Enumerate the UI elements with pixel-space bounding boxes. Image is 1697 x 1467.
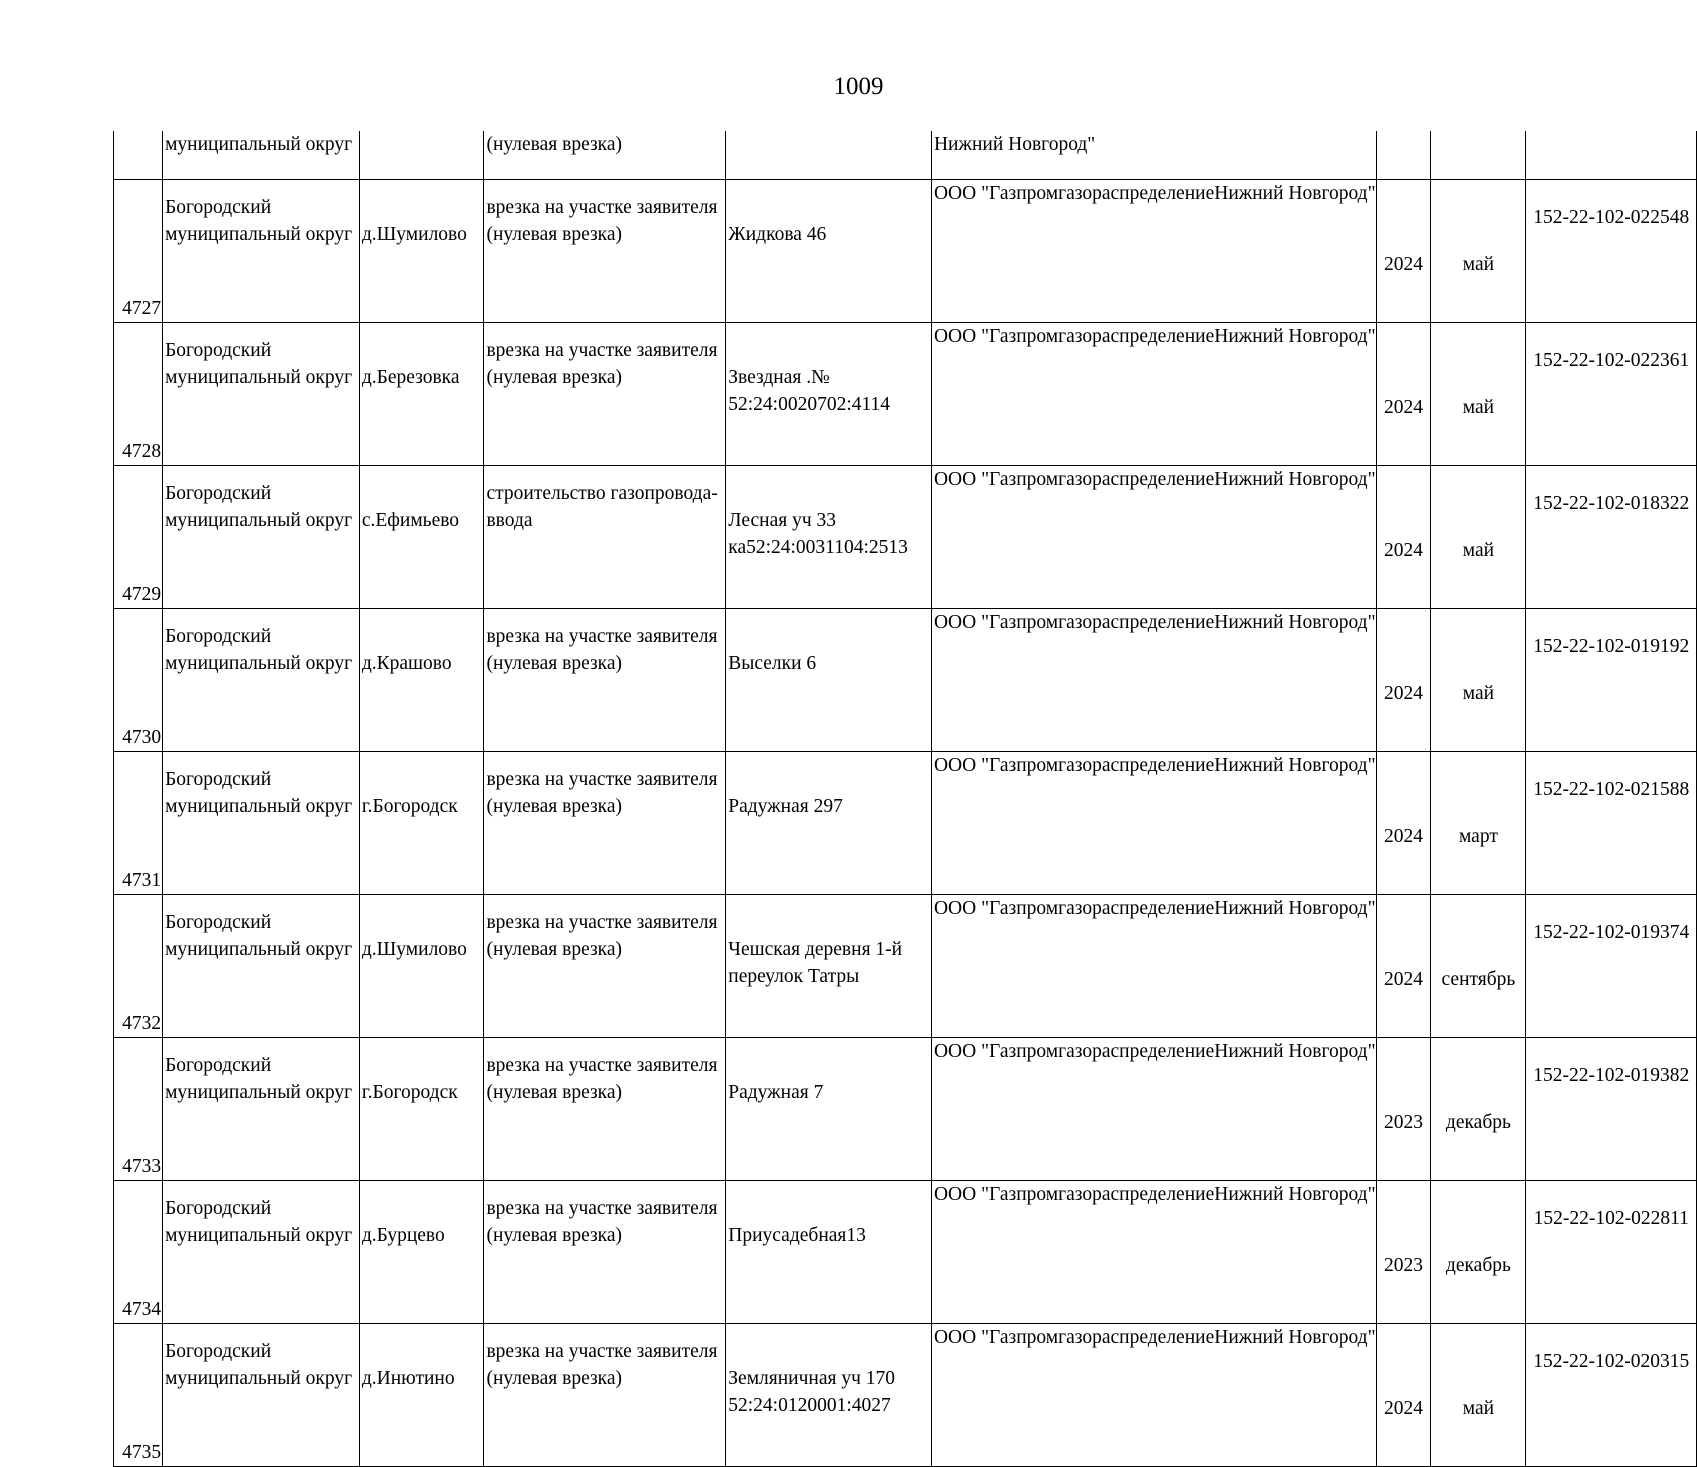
cell-settlement-text: д.Крашово <box>361 653 452 674</box>
cell-settlement <box>359 131 484 180</box>
cell-org-line: ООО "Газпром <box>933 183 1059 204</box>
cell-num-text: 4731 <box>122 870 162 891</box>
cell-address-line: Звездная .№ <box>728 367 830 388</box>
cell-num <box>114 131 163 180</box>
cell-settlement <box>359 323 484 466</box>
cell-month-text: май <box>1462 539 1495 561</box>
cell-month <box>1431 1324 1526 1467</box>
cell-year <box>1376 895 1431 1038</box>
cell-code-text: 152-22-102-021588 <box>1533 779 1690 800</box>
cell-district <box>163 1324 360 1467</box>
cell-work-line: (нулевая врезка) <box>486 367 623 388</box>
cell-work <box>484 1324 726 1467</box>
cell-org-line: Нижний Новгород" <box>1214 898 1376 919</box>
cell-address-line: переулок Татры <box>728 966 860 987</box>
cell-address <box>726 1038 932 1181</box>
cell-org-line: ООО "Газпром <box>933 1327 1059 1348</box>
cell-org-line: Нижний Новгород" <box>1214 326 1376 347</box>
cell-code-text: 152-22-102-019382 <box>1533 1065 1690 1086</box>
cell-num <box>114 609 163 752</box>
cell-month <box>1431 752 1526 895</box>
cell-org-line: ООО "Газпром <box>933 326 1059 347</box>
cell-work <box>484 609 726 752</box>
cell-work-line: врезка на участке заявителя <box>486 912 718 933</box>
table-row <box>114 1181 1697 1324</box>
cell-code <box>1526 323 1697 466</box>
cell-district-line: Богородский <box>165 483 272 504</box>
cell-year <box>1376 609 1431 752</box>
cell-code <box>1526 895 1697 1038</box>
cell-district: муниципальный округ <box>163 131 360 180</box>
cell-num-text: 4727 <box>122 298 162 319</box>
cell-org-line: ООО "Газпром <box>933 1184 1059 1205</box>
cell-org-line: ООО "Газпром <box>933 1041 1059 1062</box>
cell-work-line: (нулевая врезка) <box>486 653 623 674</box>
table-row <box>114 180 1697 323</box>
cell-month-text: декабрь <box>1445 1254 1511 1276</box>
cell-settlement-text: д.Бурцево <box>361 1225 445 1246</box>
cell-month <box>1431 609 1526 752</box>
cell-year <box>1376 752 1431 895</box>
cell-org-line: Нижний Новгород" <box>1214 1327 1376 1348</box>
cell-org <box>931 466 1376 609</box>
cell-org <box>931 1324 1376 1467</box>
cell-year-text: 2024 <box>1383 682 1423 704</box>
cell-work-line: врезка на участке заявителя <box>486 1055 718 1076</box>
cell-year <box>1376 131 1431 180</box>
cell-code-text: 152-22-102-019192 <box>1533 636 1690 657</box>
cell-num <box>114 466 163 609</box>
cell-work <box>484 323 726 466</box>
cell-district-line: муниципальный округ <box>165 939 353 960</box>
cell-org-line: газораспределение <box>1058 898 1215 919</box>
cell-num-text: 4728 <box>122 441 162 462</box>
cell-org-line: Нижний Новгород" <box>1214 612 1376 633</box>
cell-settlement <box>359 180 484 323</box>
cell-district <box>163 466 360 609</box>
cell-work <box>484 752 726 895</box>
cell-org <box>931 895 1376 1038</box>
cell-address-line: Выселки 6 <box>728 653 817 674</box>
cell-org <box>931 609 1376 752</box>
cell-code-text: 152-22-102-019374 <box>1533 922 1690 943</box>
cell-address <box>726 895 932 1038</box>
cell-settlement <box>359 1181 484 1324</box>
cell-settlement <box>359 609 484 752</box>
cell-num-text: 4733 <box>122 1156 162 1177</box>
cell-address-line: 52:24:0020702:4114 <box>728 394 891 415</box>
cell-year-text: 2024 <box>1383 968 1423 990</box>
cell-month <box>1431 131 1526 180</box>
cell-work-line: строительство газопровода- <box>486 483 718 504</box>
cell-year-text: 2023 <box>1383 1111 1423 1133</box>
cell-month <box>1431 323 1526 466</box>
cell-district <box>163 1038 360 1181</box>
cell-address-line: Радужная 297 <box>728 796 843 817</box>
cell-num-text: 4732 <box>122 1013 162 1034</box>
cell-district-line: муниципальный округ <box>165 510 353 531</box>
cell-settlement <box>359 752 484 895</box>
cell-month <box>1431 180 1526 323</box>
cell-org-line: ООО "Газпром <box>933 898 1059 919</box>
cell-work-line: врезка на участке заявителя <box>486 197 718 218</box>
cell-address-line: Чешская деревня 1-й <box>728 939 903 960</box>
cell-work-line: врезка на участке заявителя <box>486 769 718 790</box>
cell-district-line: Богородский <box>165 197 272 218</box>
table-row <box>114 323 1697 466</box>
cell-district-line: Богородский <box>165 626 272 647</box>
cell-district <box>163 895 360 1038</box>
cell-work-line: (нулевая врезка) <box>486 796 623 817</box>
cell-code-text: 152-22-102-022361 <box>1533 350 1690 371</box>
cell-org <box>931 323 1376 466</box>
cell-num <box>114 180 163 323</box>
cell-district-line: Богородский <box>165 912 272 933</box>
cell-work-line: врезка на участке заявителя <box>486 1198 718 1219</box>
cell-org <box>931 1181 1376 1324</box>
cell-month-text: май <box>1462 396 1495 418</box>
cell-org-line: Нижний Новгород" <box>1214 469 1376 490</box>
cell-num-text: 4729 <box>122 584 162 605</box>
cell-work-line: (нулевая врезка) <box>486 1082 623 1103</box>
cell-address <box>726 323 932 466</box>
cell-code <box>1526 180 1697 323</box>
cell-work <box>484 180 726 323</box>
cell-num <box>114 323 163 466</box>
cell-district-line: муниципальный округ <box>165 1225 353 1246</box>
cell-district <box>163 1181 360 1324</box>
cell-month-text: сентябрь <box>1441 968 1516 990</box>
cell-work: (нулевая врезка) <box>484 131 726 180</box>
cell-settlement-text: д.Шумилово <box>361 939 467 960</box>
cell-code <box>1526 752 1697 895</box>
cell-work-line: (нулевая врезка) <box>486 1368 623 1389</box>
cell-year-text: 2024 <box>1383 1397 1423 1419</box>
cell-district-line: муниципальный округ <box>165 1082 353 1103</box>
cell-work <box>484 1181 726 1324</box>
cell-address <box>726 180 932 323</box>
cell-org-line: газораспределение <box>1058 1184 1215 1205</box>
cell-year <box>1376 1181 1431 1324</box>
cell-org: Нижний Новгород" <box>931 131 1376 180</box>
cell-month-text: декабрь <box>1445 1111 1511 1133</box>
cell-org-line: газораспределение <box>1058 1327 1215 1348</box>
cell-district-line: муниципальный округ <box>165 653 353 674</box>
cell-code <box>1526 609 1697 752</box>
cell-settlement-text: г.Богородск <box>361 796 458 817</box>
cell-year <box>1376 466 1431 609</box>
register-table <box>113 131 1697 1467</box>
cell-district <box>163 752 360 895</box>
cell-org-line: газораспределение <box>1058 612 1215 633</box>
cell-district-line: Богородский <box>165 1055 272 1076</box>
cell-settlement <box>359 895 484 1038</box>
cell-address-line: Лесная уч 33 <box>728 510 837 531</box>
cell-work <box>484 466 726 609</box>
cell-num-text: 4734 <box>122 1299 162 1320</box>
cell-address <box>726 752 932 895</box>
cell-month-text: март <box>1458 825 1498 847</box>
table-row <box>114 895 1697 1038</box>
cell-org <box>931 1038 1376 1181</box>
cell-month-text: май <box>1462 253 1495 275</box>
cell-district-line: муниципальный округ <box>165 224 353 245</box>
cell-code <box>1526 1324 1697 1467</box>
cell-year <box>1376 1324 1431 1467</box>
cell-num-text: 4730 <box>122 727 162 748</box>
cell-district-line: муниципальный округ <box>165 367 353 388</box>
cell-work-line: врезка на участке заявителя <box>486 1341 718 1362</box>
cell-work <box>484 1038 726 1181</box>
cell-code-text: 152-22-102-022811 <box>1533 1208 1689 1229</box>
cell-settlement-text: д.Шумилово <box>361 224 467 245</box>
cell-org-line: Нижний Новгород" <box>1214 1041 1376 1062</box>
cell-district-line: Богородский <box>165 340 272 361</box>
cell-code-text: 152-22-102-020315 <box>1533 1351 1690 1372</box>
cell-work <box>484 895 726 1038</box>
cell-org-line: ООО "Газпром <box>933 612 1059 633</box>
cell-work-line: врезка на участке заявителя <box>486 626 718 647</box>
cell-district-line: муниципальный округ <box>165 1368 353 1389</box>
cell-settlement <box>359 1038 484 1181</box>
cell-settlement-text: д.Березовка <box>361 367 460 388</box>
cell-num-text: 4735 <box>122 1442 162 1463</box>
cell-address-line: Приусадебная13 <box>728 1225 866 1246</box>
cell-year <box>1376 180 1431 323</box>
cell-num <box>114 1324 163 1467</box>
cell-district <box>163 180 360 323</box>
cell-address <box>726 466 932 609</box>
cell-work-line: (нулевая врезка) <box>486 1225 623 1246</box>
cell-code <box>1526 1038 1697 1181</box>
cell-org-line: Нижний Новгород" <box>1214 755 1376 776</box>
cell-district <box>163 609 360 752</box>
cell-settlement <box>359 466 484 609</box>
cell-month <box>1431 1038 1526 1181</box>
cell-work-line: врезка на участке заявителя <box>486 340 718 361</box>
cell-month <box>1431 466 1526 609</box>
cell-org-line: ООО "Газпром <box>933 755 1059 776</box>
cell-code-text: 152-22-102-022548 <box>1533 207 1690 228</box>
cell-address-line: ка52:24:0031104:2513 <box>728 537 908 558</box>
cell-month <box>1431 895 1526 1038</box>
cell-work-line: (нулевая врезка) <box>486 224 623 245</box>
cell-org <box>931 180 1376 323</box>
cell-org-line: Нижний Новгород" <box>1214 183 1376 204</box>
cell-settlement-text: с.Ефимьево <box>361 510 460 531</box>
cell-work-line: (нулевая врезка) <box>486 939 623 960</box>
cell-address-line: Радужная 7 <box>728 1082 824 1103</box>
continuation-row <box>114 131 1697 180</box>
cell-district-line: Богородский <box>165 769 272 790</box>
cell-year <box>1376 323 1431 466</box>
cell-district-line: Богородский <box>165 1341 272 1362</box>
cell-address-line: Жидкова 46 <box>728 224 827 245</box>
table-row <box>114 1038 1697 1181</box>
cell-num <box>114 1038 163 1181</box>
cell-org-line: газораспределение <box>1058 469 1215 490</box>
cell-settlement <box>359 1324 484 1467</box>
cell-district-line: Богородский <box>165 1198 272 1219</box>
cell-year-text: 2024 <box>1383 825 1423 847</box>
cell-district-line: муниципальный округ <box>165 796 353 817</box>
cell-year-text: 2024 <box>1383 539 1423 561</box>
cell-settlement-text: д.Инютино <box>361 1368 455 1389</box>
table-row <box>114 752 1697 895</box>
table-row <box>114 609 1697 752</box>
cell-org-line: газораспределение <box>1058 183 1215 204</box>
page-number: 1009 <box>833 73 884 100</box>
cell-org-line: газораспределение <box>1058 755 1215 776</box>
cell-num <box>114 895 163 1038</box>
cell-address-line: Земляничная уч 170 <box>728 1368 896 1389</box>
cell-district <box>163 323 360 466</box>
cell-address <box>726 131 932 180</box>
cell-month-text: май <box>1462 682 1495 704</box>
cell-address-line: 52:24:0120001:4027 <box>728 1395 891 1416</box>
cell-month-text: май <box>1462 1397 1495 1419</box>
cell-year-text: 2024 <box>1383 396 1423 418</box>
cell-code-text: 152-22-102-018322 <box>1533 493 1690 514</box>
table-row <box>114 466 1697 609</box>
cell-year <box>1376 1038 1431 1181</box>
cell-address <box>726 609 932 752</box>
cell-org-line: газораспределение <box>1058 326 1215 347</box>
cell-year-text: 2024 <box>1383 253 1423 275</box>
table-row <box>114 1324 1697 1467</box>
cell-work-line: ввода <box>486 510 533 531</box>
cell-settlement-text: г.Богородск <box>361 1082 458 1103</box>
cell-org-line: Нижний Новгород" <box>1214 1184 1376 1205</box>
cell-code <box>1526 466 1697 609</box>
cell-code <box>1526 1181 1697 1324</box>
cell-address <box>726 1324 932 1467</box>
cell-org <box>931 752 1376 895</box>
cell-org-line: ООО "Газпром <box>933 469 1059 490</box>
cell-num <box>114 1181 163 1324</box>
cell-address <box>726 1181 932 1324</box>
cell-year-text: 2023 <box>1383 1254 1423 1276</box>
cell-org-line: газораспределение <box>1058 1041 1215 1062</box>
cell-num <box>114 752 163 895</box>
cell-month <box>1431 1181 1526 1324</box>
cell-code <box>1526 131 1697 180</box>
